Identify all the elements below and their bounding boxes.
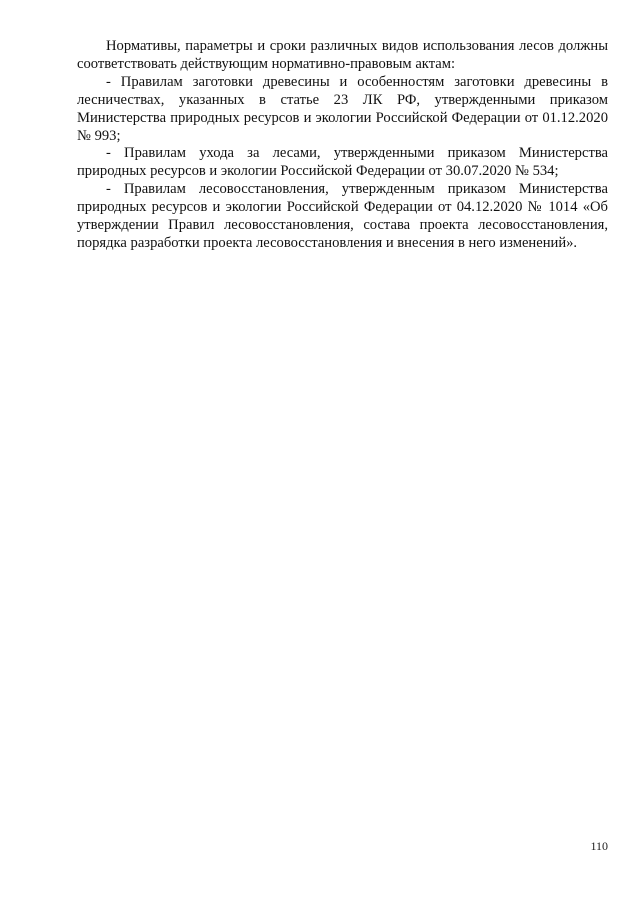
- paragraph-harvesting-rules: - Правилам заготовки древесины и особенностям заготовки древесины в лесничествах, указанных в статье 23 ЛК РФ, утвержденными приказом Министерства природных ресурсов и экологии Российской Федерации от 01.12.2020 № 993;: [77, 73, 608, 144]
- paragraph-intro: Нормативы, параметры и сроки различных видов использования лесов должны соответствовать действующим нормативно-правовым актам:: [77, 38, 608, 72]
- paragraph-forest-care-rules: - Правилам ухода за лесами, утвержденными приказом Министерства природных ресурсов и экологии Российской Федерации от 30.07.2020 № 534;: [77, 145, 608, 180]
- page-number: 110: [590, 839, 608, 853]
- paragraph-reforestation-rules: - Правилам лесовосстановления, утвержденным приказом Министерства природных ресурсов и экологии Российской Федерации от 04.12.2020 № 1014 «Об утверждении Правил лесовосстановления, состава проекта лесовосстановления, порядка разработки проекта лесовосстановления и внесения в него изменений».: [77, 181, 608, 251]
- body-text: [77, 38, 608, 253]
